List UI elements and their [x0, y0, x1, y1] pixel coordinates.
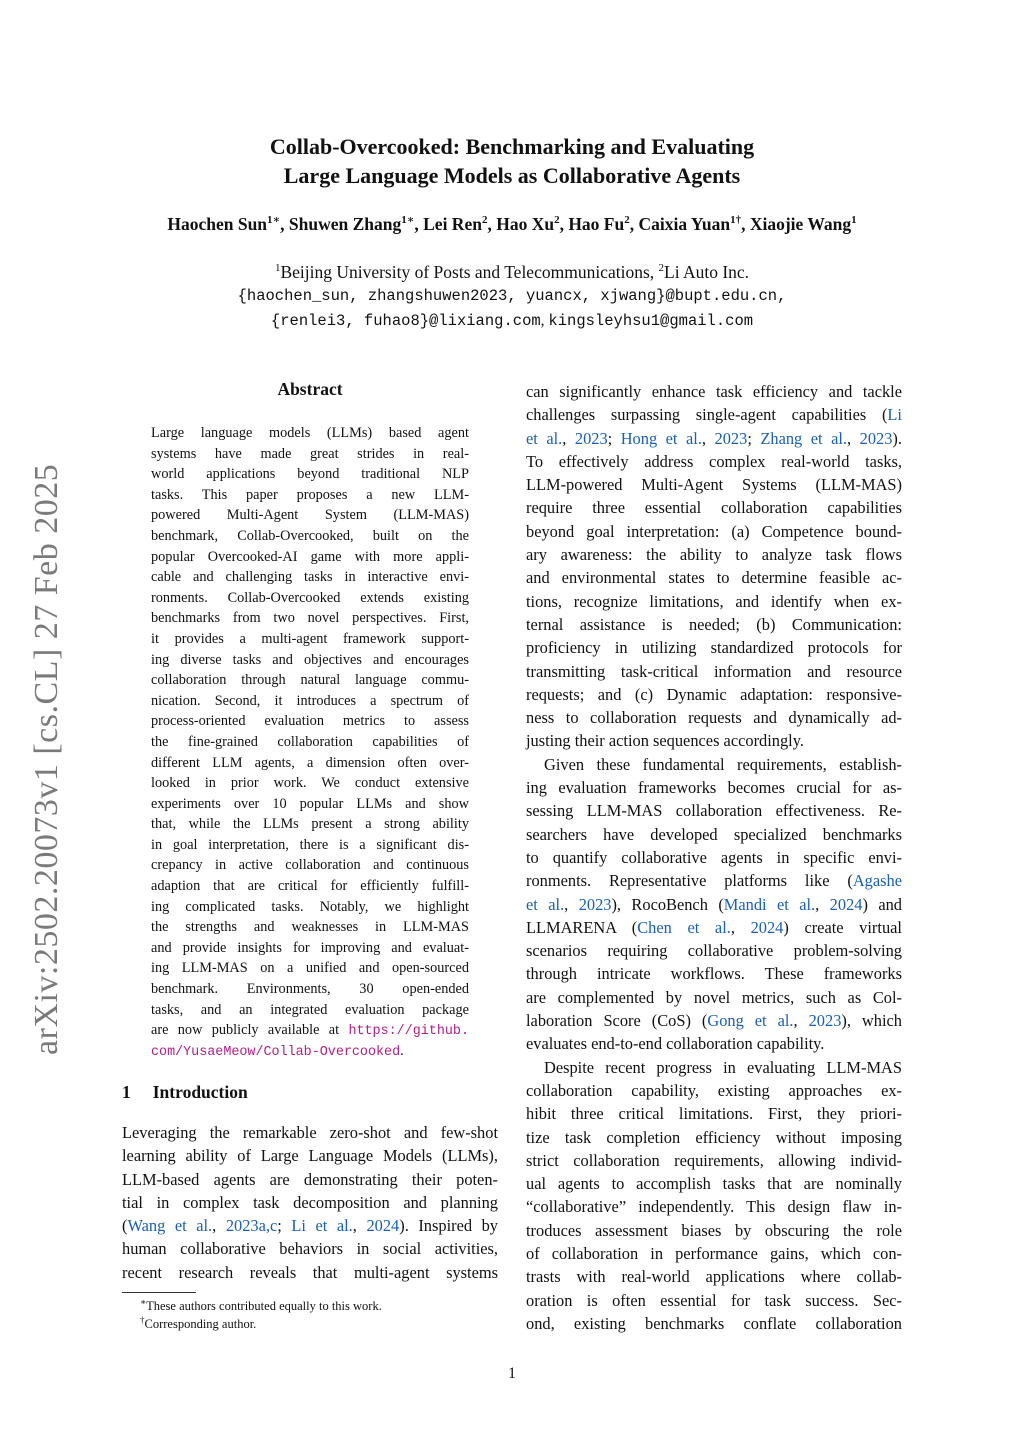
- abstract-line: collaboration through natural language commu-: [151, 672, 469, 689]
- abstract-line: the strengths and weaknesses in LLM-MAS: [151, 919, 469, 936]
- text-line: sessing LLM-MAS collaboration effectiveness. Re-: [526, 801, 902, 821]
- text-line: tial in complex task decomposition and planning: [122, 1192, 498, 1212]
- text-run: laboration Score (CoS) (: [526, 1011, 708, 1031]
- abstract-line: the fine-grained collaboration capabilities of: [151, 733, 469, 750]
- text-line: ternal assistance is needed; (b) Communication:: [526, 614, 902, 634]
- citation-link[interactable]: Mandi et al.: [723, 894, 816, 914]
- text-line: ual agents to accomplish tasks that are nominally: [526, 1174, 902, 1194]
- text-line: “collaborative” independently. This design flaw in-: [526, 1197, 902, 1217]
- footnote-1: [140, 1297, 382, 1315]
- abstract-body: [151, 423, 469, 1061]
- title-line-2: Large Language Models as Collaborative Agents: [283, 163, 741, 188]
- text-line: [526, 1009, 902, 1032]
- github-link[interactable]: https://github.: [348, 1024, 469, 1040]
- text-line: collaboration capability, existing approaches ex-: [526, 1080, 902, 1100]
- text-line: troduces assessment biases by obscuring the role: [526, 1220, 902, 1240]
- text-line: [526, 893, 902, 916]
- text-line: Given these fundamental requirements, establish-: [544, 754, 902, 774]
- citation-link[interactable]: Agashe: [852, 871, 902, 891]
- author-name: Hao Xu: [496, 214, 555, 234]
- text-line: through intricate workflows. These frameworks: [526, 964, 902, 984]
- sep: ,: [562, 428, 575, 448]
- footnote-2: [140, 1315, 256, 1333]
- author-name: Xiaojie Wang: [749, 214, 852, 234]
- sep: ,: [564, 894, 579, 914]
- abstract-line: it provides a multi-agent framework support-: [151, 630, 469, 647]
- text-line: can significantly enhance task efficiency and tackle: [526, 382, 902, 401]
- sep: ;: [607, 428, 621, 448]
- email-sep: ,: [540, 312, 549, 329]
- sep: ;: [747, 428, 761, 448]
- text-line: requests; and (c) Dynamic adaptation: responsive-: [526, 684, 902, 704]
- abstract-line: benchmarks from two novel perspectives. First,: [151, 610, 469, 627]
- email-line-1: {haochen_sun, zhangshuwen2023, yuancx, xjwang}@bupt.edu.cn,: [237, 287, 787, 305]
- abstract-line: [151, 1020, 469, 1041]
- affil-inst-2: Li Auto Inc.: [664, 262, 750, 282]
- arxiv-stamp: arXiv:2502.20073v1 [cs.CL] 27 Feb 2025: [28, 463, 65, 1055]
- abstract-line: ing diverse tasks and objectives and encourages: [151, 651, 469, 668]
- paper-title: [0, 132, 1024, 190]
- text-line: justing their action sequences accordingly.: [526, 731, 804, 751]
- text-line: To effectively address complex real-world tasks,: [526, 451, 902, 471]
- abstract-line: popular Overcooked-AI game with more appli-: [151, 548, 469, 565]
- abstract-line: experiments over 10 popular LLMs and show: [151, 795, 469, 812]
- abstract-line: adaption that are critical for efficiently fulfill-: [151, 878, 469, 895]
- affil-mark: 1: [274, 262, 281, 274]
- citation-link[interactable]: Li: [887, 405, 902, 425]
- citation-link[interactable]: 2023: [578, 894, 612, 914]
- abstract-period: .: [400, 1042, 404, 1059]
- citation-link[interactable]: Wang et al.: [127, 1216, 213, 1236]
- text-line: learning ability of Large Language Models (LLMs),: [122, 1146, 498, 1166]
- text-line: [526, 916, 902, 939]
- abstract-heading: Abstract: [277, 379, 343, 399]
- text-line: scenarios requiring collaborative problem-solving: [526, 941, 902, 961]
- paren: (: [122, 1216, 128, 1236]
- citation-link[interactable]: Hong et al.: [620, 428, 702, 448]
- text-line: searchers have developed specialized benchmarks: [526, 824, 902, 844]
- sep: ,: [793, 1011, 809, 1031]
- affil-inst-1: Beijing University of Posts and Telecommunications,: [280, 262, 659, 282]
- text-line: to quantify collaborative agents in specific envi-: [526, 847, 902, 867]
- citation-link[interactable]: et al.: [526, 894, 565, 914]
- author-mark: 2: [481, 214, 488, 226]
- sep: ,: [701, 428, 715, 448]
- author-name: Shuwen Zhang: [288, 214, 402, 234]
- citation-link[interactable]: 2024: [829, 894, 863, 914]
- abstract-line: world applications beyond traditional NLP: [151, 466, 469, 483]
- text-run: ronments. Representative platforms like (: [526, 871, 853, 891]
- text-line: LLM-powered Multi-Agent Systems (LLM-MAS): [526, 475, 902, 495]
- author-mark: 1∗: [267, 214, 281, 226]
- text-run: ). Inspired by: [399, 1216, 498, 1236]
- text-line: of collaboration in performance gains, which con-: [526, 1243, 902, 1263]
- citation-link[interactable]: 2023: [859, 428, 893, 448]
- intro-left-column: [122, 1121, 498, 1284]
- citation-link[interactable]: 2024: [366, 1216, 400, 1236]
- text-line: evaluates end-to-end collaboration capability.: [526, 1034, 825, 1054]
- abstract-line: in goal interpretation, there is a significant dis-: [151, 836, 469, 853]
- text-line: tions, recognize limitations, and identify when ex-: [526, 591, 902, 611]
- author-name: Hao Fu: [568, 214, 625, 234]
- citation-link[interactable]: Li et al.: [291, 1216, 353, 1236]
- text-run: ) and: [862, 894, 902, 914]
- text-line: [526, 427, 902, 450]
- abstract-line: [151, 1041, 469, 1062]
- abstract-line: ing complicated tasks. Notably, we highlight: [151, 898, 469, 915]
- text-run: ), RocoBench (: [611, 894, 724, 914]
- text-line: ary awareness: the ability to analyze task flows: [526, 545, 902, 565]
- abstract-avail-text: are now publicly available at: [151, 1022, 349, 1039]
- text-run: ) create virtual: [783, 917, 902, 937]
- citation-link[interactable]: 2023: [714, 428, 748, 448]
- footnote-rule: [122, 1292, 196, 1293]
- email-gmail: kingsleyhsu1@gmail.com: [548, 312, 754, 330]
- abstract-line: ing LLM-MAS on a unified and open-sourced: [151, 960, 469, 977]
- text-line: trasts with real-world applications where collab-: [526, 1267, 902, 1287]
- text-line: ness to collaboration requests and dynamically ad-: [526, 708, 902, 728]
- abstract-line: nication. Second, it introduces a spectrum of: [151, 692, 469, 709]
- text-line: require three essential collaboration capabilities: [526, 498, 902, 518]
- text-line: hibit three critical limitations. First, they priori-: [526, 1104, 902, 1124]
- text-line: [122, 1214, 498, 1237]
- abstract-line: powered Multi-Agent System (LLM-MAS): [151, 507, 469, 524]
- sep: ,: [847, 428, 860, 448]
- section-title: Introduction: [152, 1082, 248, 1102]
- text-line: are complemented by novel metrics, such as Col-: [526, 987, 902, 1007]
- affil-mark: 2: [658, 262, 664, 274]
- intro-right-column: [526, 380, 902, 1335]
- text-line: and environmental states to determine feasible ac-: [526, 568, 902, 588]
- author-name: Caixia Yuan: [638, 214, 731, 234]
- footnote-mark: ∗: [140, 1297, 147, 1307]
- text-run: ).: [892, 428, 902, 448]
- sep: ,: [815, 894, 830, 914]
- footnote-text: Corresponding author.: [144, 1317, 257, 1331]
- abstract-line: benchmark, Collab-Overcooked, built on the: [151, 527, 469, 544]
- sep: ,: [212, 1216, 226, 1236]
- text-line: proficiency in utilizing standardized protocols for: [526, 638, 902, 658]
- text-line: tize task completion efficiency without imposing: [526, 1127, 902, 1147]
- citation-link[interactable]: 2023: [808, 1011, 842, 1031]
- footnote-text: These authors contributed equally to this work.: [146, 1299, 382, 1313]
- text-line: LLM-based agents are demonstrating their poten-: [122, 1169, 498, 1189]
- citation-link[interactable]: 2024: [750, 917, 784, 937]
- text-line: beyond goal interpretation: (a) Competence bound-: [526, 521, 902, 541]
- citation-link[interactable]: 2023: [574, 428, 608, 448]
- sep: ,: [352, 1216, 367, 1236]
- text-line: transmitting task-critical information and resource: [526, 661, 902, 681]
- citation-link[interactable]: Zhang et al.: [760, 428, 848, 448]
- sep: ,: [730, 917, 751, 937]
- text-line: ond, existing benchmarks conflate collaboration: [526, 1313, 902, 1333]
- title-line-1: Collab-Overcooked: Benchmarking and Evaluating: [269, 134, 755, 159]
- email-lixiang: {renlei3, fuhao8}@lixiang.com: [270, 312, 541, 330]
- page-number: 1: [508, 1365, 516, 1382]
- author-list: Haochen Sun$^{1∗}$, Shuwen Zhang$^{1∗}$, Lei Ren$^2$, Hao Xu$^2$, Hao Fu$^2$, Caixia Yuan$^{1\dagger}$, Xiaojie Wang$^1$: [167, 214, 857, 234]
- text-line: strict collaboration requirements, allowing individ-: [526, 1150, 902, 1170]
- abstract-line: benchmark. Environments, 30 open-ended: [151, 981, 469, 998]
- text-line: ing evaluation frameworks becomes crucial for as-: [526, 778, 902, 798]
- text-run: LLMARENA (: [526, 917, 638, 937]
- citation-link[interactable]: 2023a,c: [225, 1216, 278, 1236]
- section-heading: [122, 1082, 248, 1103]
- citation-link[interactable]: Gong et al.: [707, 1011, 794, 1031]
- author-mark: 1†: [730, 214, 742, 226]
- text-run: challenges surpassing single-agent capabilities (: [526, 405, 888, 425]
- section-number: 1: [122, 1082, 131, 1102]
- text-line: human collaborative behaviors in social activities,: [122, 1239, 498, 1259]
- citation-link[interactable]: et al.: [526, 428, 563, 448]
- text-line: Despite recent progress in evaluating LLM-MAS: [544, 1057, 902, 1077]
- email-line-2: [0, 312, 1024, 330]
- text-line: [526, 403, 902, 426]
- text-run: ), which: [841, 1011, 902, 1031]
- author-mark: 2: [624, 214, 630, 226]
- author-mark: 1∗: [401, 214, 415, 226]
- text-line: oration is often essential for task success. Sec-: [526, 1290, 902, 1310]
- github-link-cont[interactable]: com/YusaeMeow/Collab-Overcooked: [151, 1044, 401, 1060]
- abstract-line: looked in prior work. We conduct extensive: [151, 775, 469, 792]
- abstract-line: crepancy in active collaboration and continuous: [151, 857, 469, 874]
- abstract-line: tasks, and an integrated evaluation package: [151, 1001, 469, 1018]
- abstract-line: cable and challenging tasks in interactive envi-: [151, 569, 469, 586]
- citation-link[interactable]: Chen et al.: [637, 917, 731, 937]
- author-name: Haochen Sun: [167, 214, 268, 234]
- abstract-line: tasks. This paper proposes a new LLM-: [151, 486, 469, 503]
- abstract-line: Large language models (LLMs) based agent: [151, 425, 469, 441]
- text-line: [526, 869, 902, 892]
- text-line: Leveraging the remarkable zero-shot and few-shot: [122, 1123, 498, 1142]
- sep: ;: [277, 1216, 292, 1236]
- footnote-mark: †: [140, 1315, 145, 1325]
- text-line: recent research reveals that multi-agent systems: [122, 1262, 498, 1282]
- abstract-line: and provide insights for improving and evaluat-: [151, 939, 469, 956]
- affiliations: [0, 262, 1024, 283]
- author-name: Lei Ren: [423, 214, 482, 234]
- abstract-line: ronments. Collab-Overcooked extends existing: [151, 589, 469, 606]
- author-mark: 2: [554, 214, 560, 226]
- abstract-line: process-oriented evaluation metrics to assess: [151, 713, 469, 730]
- abstract-line: different LLM agents, a dimension often over-: [151, 754, 469, 771]
- abstract-line: that, while the LLMs present a strong ability: [151, 816, 469, 833]
- author-mark: 1: [851, 214, 857, 226]
- abstract-line: systems have made great strides in real-: [151, 445, 469, 462]
